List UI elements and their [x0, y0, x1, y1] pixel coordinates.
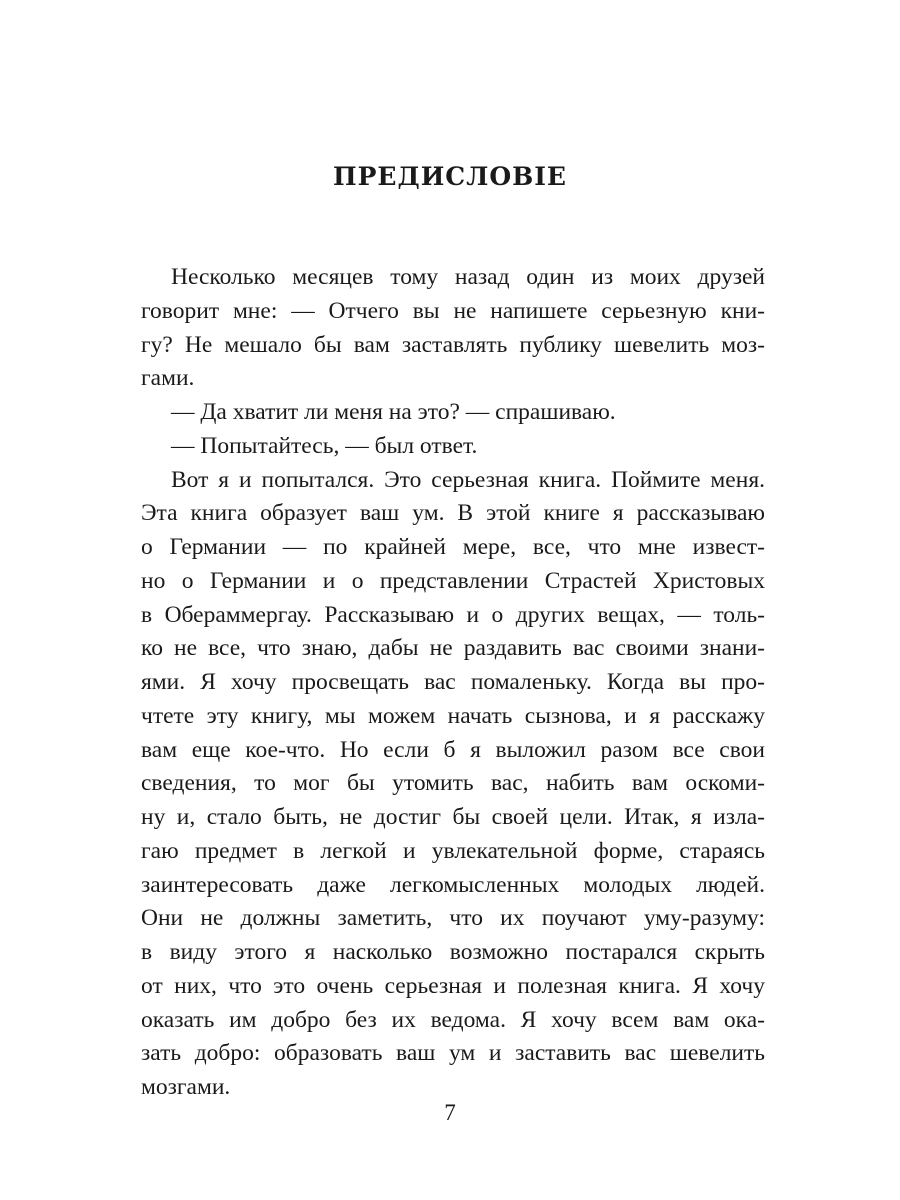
text-line: зать добро: образовать ваш ум и заставить вас шевелить [141, 1040, 765, 1067]
text-line: мозгами. [141, 1074, 231, 1100]
chapter-title: ПРЕДИСЛОВІЕ [333, 162, 567, 191]
text-line: Несколько месяцев тому назад один из моих друзей [171, 264, 765, 290]
text-line: в Обераммергау. Рассказываю и о других вещах, — толь- [141, 601, 765, 628]
text-line: чтете эту книгу, мы можем начать сызнова, и я расскажу [141, 702, 765, 729]
text-line: гаю предмет в легкой и увлекательной форме, стараясь [141, 837, 765, 864]
text-line: Эта книга образует ваш ум. В этой книге я рассказываю [141, 500, 765, 527]
text-line: заинтересовать даже легкомысленных молодых людей. [141, 871, 765, 898]
text-line: — Да хватит ли меня на это? — спрашиваю. [171, 399, 616, 425]
text-line: сведения, то мог бы утомить вас, набить вам оскоми- [141, 770, 765, 797]
text-line: вам еще кое-что. Но если б я выложил разом все свои [141, 736, 765, 763]
body-text [141, 261, 765, 1105]
text-line: о Германии — по крайней мере, все, что мне извест- [141, 534, 765, 560]
text-line: ну и, стало быть, не достиг бы своей цели. Итак, я изла- [141, 804, 765, 830]
text-line: но о Германии и о представлении Страстей Христовых [141, 567, 765, 594]
text-line: оказать им добро без их ведома. Я хочу всем вам ока- [141, 1006, 765, 1033]
text-line: в виду этого я насколько возможно постарался скрыть [141, 939, 765, 965]
text-line: от них, что это очень серьезная и полезная книга. Я хочу [141, 972, 765, 999]
text-line: ко не все, что знаю, дабы не раздавить вас своими знани- [141, 635, 765, 662]
text-line: ями. Я хочу просвещать вас помаленьку. Когда вы про- [141, 669, 765, 695]
text-line: — Попытайтесь, — был ответ. [171, 432, 478, 459]
text-line: гу? Не мешало бы вам заставлять публику шевелить моз- [141, 331, 765, 358]
text-line: говорит мне: — Отчего вы не напишете серьезную кни- [141, 297, 765, 324]
text-line: гами. [141, 365, 195, 392]
page-number: 7 [444, 1100, 456, 1125]
text-line: Вот я и попытался. Это серьезная книга. Поймите меня. [171, 466, 765, 493]
text-line: Они не должны заметить, что их поучают уму-разуму: [141, 905, 765, 932]
